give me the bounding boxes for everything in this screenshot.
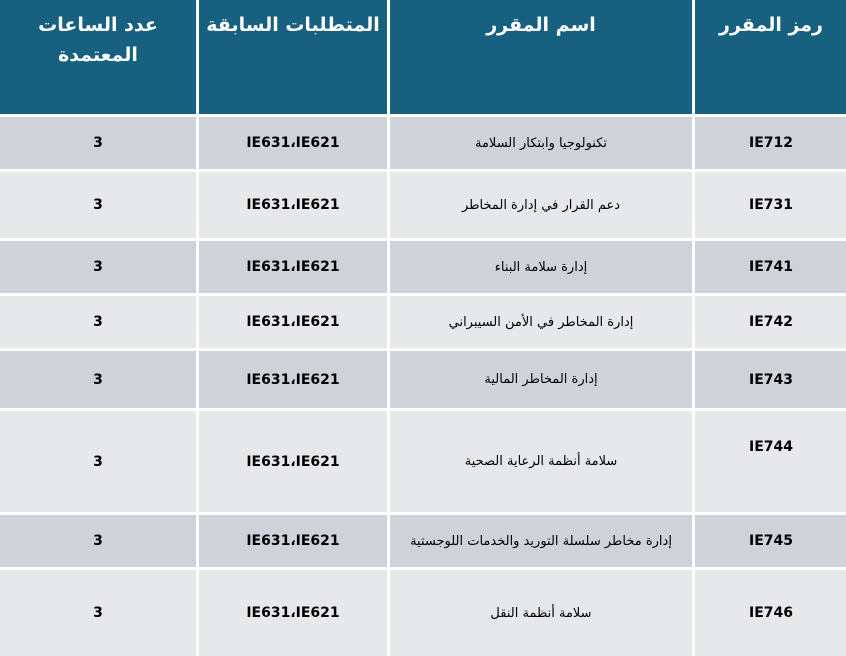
- cell-prerequisites: IE631،IE621: [199, 241, 387, 293]
- header-credits: عدد الساعات المعتمدة: [0, 0, 196, 114]
- cell-credits: 3: [0, 172, 196, 238]
- header-course-code: رمز المقرر: [695, 0, 846, 114]
- cell-course-name: دعم القرار في إدارة المخاطر: [390, 172, 692, 238]
- cell-course-code: IE745: [695, 515, 846, 567]
- cell-course-name: إدارة سلامة البناء: [390, 241, 692, 293]
- cell-credits: 3: [0, 296, 196, 348]
- cell-course-code: IE744: [695, 411, 846, 512]
- cell-course-name: تكنولوجيا وابتكار السلامة: [390, 117, 692, 169]
- cell-prerequisites: IE631،IE621: [199, 411, 387, 512]
- cell-credits: 3: [0, 515, 196, 567]
- cell-course-code: IE743: [695, 351, 846, 408]
- cell-course-code: IE712: [695, 117, 846, 169]
- cell-course-name: سلامة أنظمة النقل: [390, 570, 692, 656]
- header-prerequisites: المتطلبات السابقة: [199, 0, 387, 114]
- cell-course-name: إدارة المخاطر في الأمن السيبراني: [390, 296, 692, 348]
- cell-prerequisites: IE631،IE621: [199, 172, 387, 238]
- cell-course-name: إدارة مخاطر سلسلة التوريد والخدمات اللوجستية: [390, 515, 692, 567]
- cell-credits: 3: [0, 117, 196, 169]
- cell-course-code: IE742: [695, 296, 846, 348]
- cell-credits: 3: [0, 570, 196, 656]
- cell-credits: 3: [0, 351, 196, 408]
- cell-prerequisites: IE631،IE621: [199, 515, 387, 567]
- cell-prerequisites: IE631،IE621: [199, 351, 387, 408]
- header-course-name: اسم المقرر: [390, 0, 692, 114]
- cell-course-name: إدارة المخاطر المالية: [390, 351, 692, 408]
- cell-course-code: IE731: [695, 172, 846, 238]
- cell-credits: 3: [0, 241, 196, 293]
- cell-prerequisites: IE631،IE621: [199, 570, 387, 656]
- cell-course-name: سلامة أنظمة الرعاية الصحية: [390, 411, 692, 512]
- cell-prerequisites: IE631،IE621: [199, 117, 387, 169]
- cell-prerequisites: IE631،IE621: [199, 296, 387, 348]
- cell-course-code: IE746: [695, 570, 846, 656]
- cell-credits: 3: [0, 411, 196, 512]
- cell-course-code: IE741: [695, 241, 846, 293]
